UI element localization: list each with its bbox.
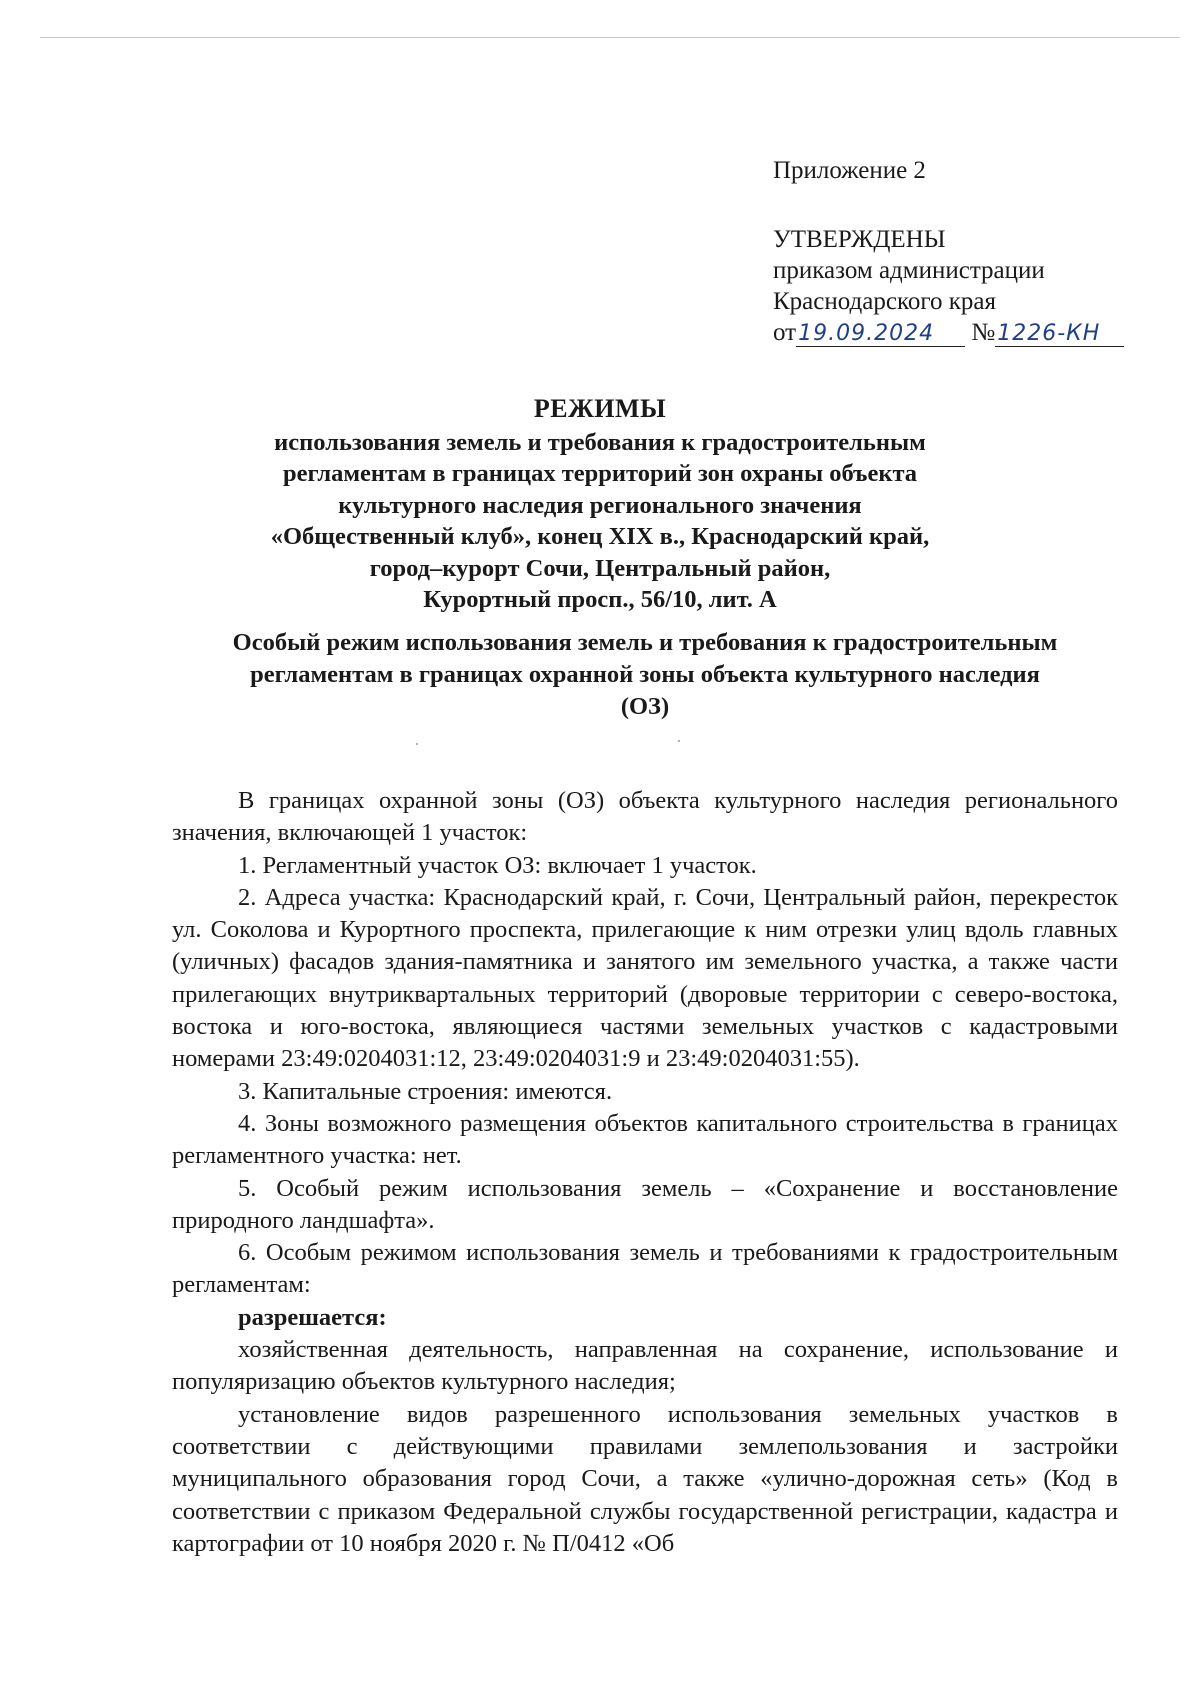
- title-line: регламентам в границах территорий зон охраны объекта: [282, 460, 918, 487]
- subtitle-line: регламентам в границах охранной зоны объекта культурного наследия: [250, 661, 1040, 688]
- body-paragraph: В границах охранной зоны (ОЗ) объекта культурного наследия регионального значения, включающей 1 участок:: [172, 787, 1118, 847]
- title-line: Курортный просп., 56/10, лит. А: [423, 586, 777, 613]
- subtitle-line: Особый режим использования земель и требования к градостроительным: [232, 629, 1058, 656]
- section-subtitle: [160, 627, 1130, 723]
- scan-speck: [678, 740, 680, 742]
- body-paragraph: 3. Капитальные строения: имеются.: [238, 1077, 613, 1105]
- body-paragraph: хозяйственная деятельность, направленная на сохранение, использование и популяризацию объектов культурного наследия;: [172, 1336, 1118, 1396]
- approved-label: УТВЕРЖДЕНЫ: [773, 226, 946, 253]
- body-paragraph: 4. Зоны возможного размещения объектов капитального строительства в границах регламентного участка: нет.: [172, 1109, 1118, 1170]
- approval-header: [773, 155, 1173, 348]
- scan-edge-line: [40, 37, 1180, 38]
- handwritten-order-number: 1226-КН: [995, 322, 1124, 347]
- title-main: РЕЖИМЫ: [533, 394, 667, 423]
- approver-line-1: приказом администрации: [773, 257, 1045, 284]
- scan-speck: [416, 743, 418, 745]
- body-paragraph: 6. Особым режимом использования земель и требованиями к градостроительным регламентам:: [172, 1239, 1118, 1299]
- body-paragraph: 5. Особый режим использования земель – «Сохранение и восстановление природного ландшафта».: [172, 1174, 1118, 1234]
- number-prefix: №: [971, 319, 996, 346]
- appendix-label: Приложение 2: [773, 157, 926, 184]
- document-body: [172, 785, 1118, 1560]
- approver-line-2: Краснодарского края: [773, 288, 996, 315]
- body-paragraph: 2. Адреса участка: Краснодарский край, г. Сочи, Центральный район, перекресток ул. Соколова и Курортного проспекта, прилегающие к ним отрезки улиц вдоль главных (уличных) фасадов здания-памятника и занятого им земельного участка, а также части прилегающих внутриквартальных территорий (дворовые территории с северо-востока, востока и юго-востока, являющиеся частями земельных участков с кадастровыми номерами 23:49:0204031:12, 23:49:0204031:9 и 23:49:0204031:55).: [172, 883, 1118, 1073]
- title-line: использования земель и требования к градостроительным: [274, 428, 926, 456]
- title-line: «Общественный клуб», конец XIX в., Краснодарский край,: [270, 523, 930, 550]
- date-prefix: от: [773, 319, 797, 346]
- handwritten-date: 19.09.2024: [796, 322, 965, 347]
- document-title: [160, 393, 1040, 616]
- title-line: город–курорт Сочи, Центральный район,: [369, 554, 831, 582]
- order-date-number-line: [773, 317, 1173, 348]
- permitted-heading: разрешается:: [238, 1303, 387, 1331]
- title-line: культурного наследия регионального значения: [338, 491, 862, 519]
- body-paragraph: 1. Регламентный участок ОЗ: включает 1 участок.: [238, 851, 757, 879]
- subtitle-line: (ОЗ): [620, 693, 670, 720]
- body-paragraph: установление видов разрешенного использования земельных участков в соответствии с действующими правилами землепользования и застройки муниципального образования город Сочи, а также «улично-дорожная сеть» (Код в соответствии с приказом Федеральной службы государственной регистрации, кадастра и картографии от 10 ноября 2020 г. № П/0412 «Об: [172, 1400, 1118, 1557]
